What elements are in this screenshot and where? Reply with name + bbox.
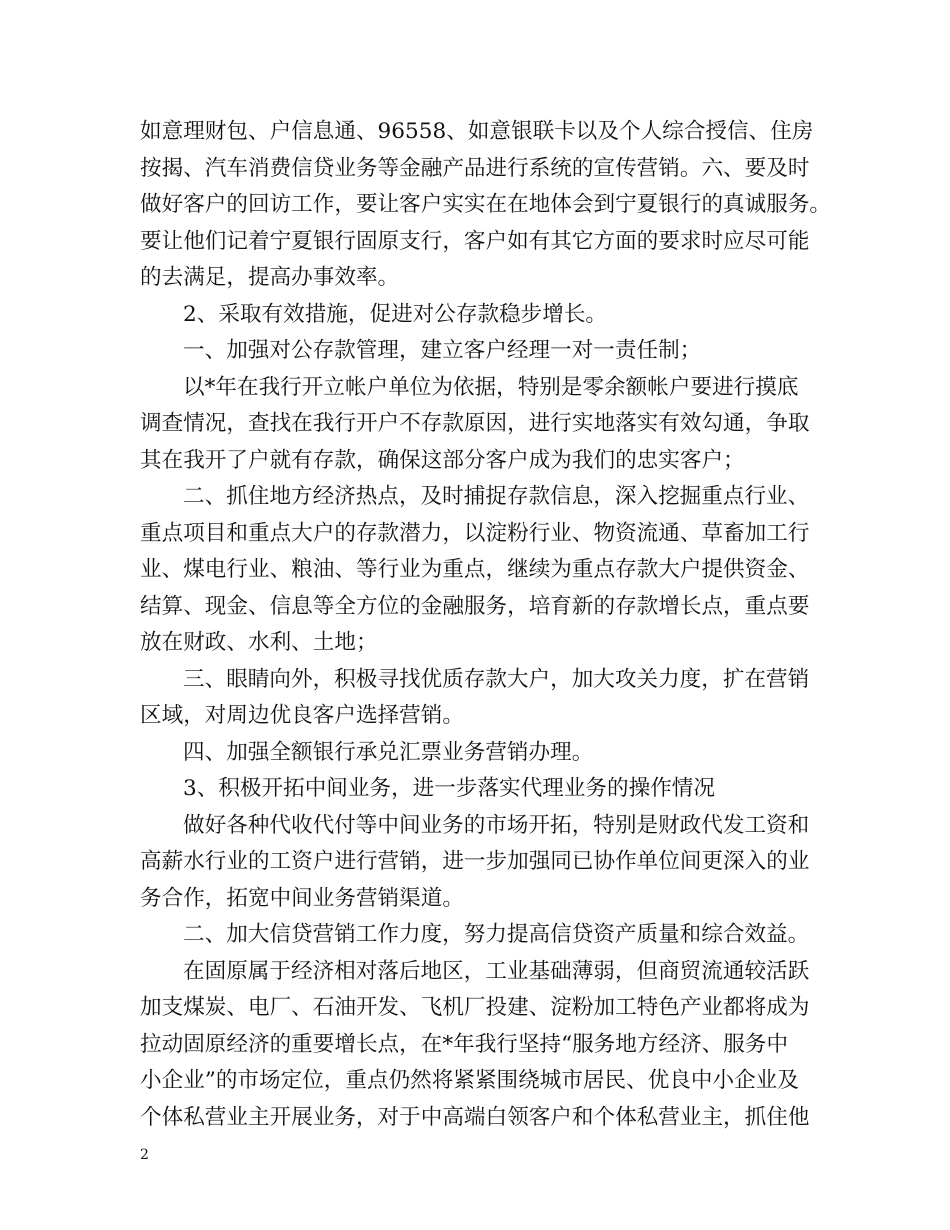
page-number: 2: [140, 1147, 149, 1163]
text-line: 二、抓住地方经济热点，及时捕捉存款信息，深入挖掘重点行业、: [183, 484, 810, 509]
text-line: 做好客户的回访工作，要让客户实实在在地体会到宁夏银行的真诚服务。: [140, 192, 832, 217]
text-line: 务合作，拓宽中间业务营销渠道。: [140, 885, 464, 911]
text-line: 业、煤电行业、粮油、等行业为重点，继续为重点存款大户提供资金、: [140, 557, 810, 582]
text-line: 按揭、汽车消费信贷业务等金融产品进行系统的宣传营销。六、要及时: [140, 155, 810, 181]
text-line: 调查情况，查找在我行开户不存款原因，进行实地落实有效勾通，争取: [140, 411, 810, 436]
text-line: 的去满足，提高办事效率。: [140, 265, 400, 290]
text-line: 其在我开了户就有存款，确保这部分客户成为我们的忠实客户；: [140, 447, 745, 473]
text-line: 结算、现金、信息等全方位的金融服务，培育新的存款增长点，重点要: [140, 593, 810, 619]
text-line: 高薪水行业的工资户进行营销，进一步加强同已协作单位间更深入的业: [140, 849, 810, 874]
text-line: 小企业”的市场定位，重点仍然将紧紧围绕城市居民、优良中小企业及: [140, 1068, 799, 1093]
text-line: 一、加强对公存款管理，建立客户经理一对一责任制；: [183, 338, 702, 363]
text-line: 以*年在我行开立帐户单位为依据，特别是零余额帐户要进行摸底: [183, 374, 799, 400]
text-line: 二、加大信贷营销工作力度，努力提高信贷资产质量和综合效益。: [183, 922, 810, 947]
text-line: 区域，对周边优良客户选择营销。: [140, 703, 464, 728]
text-line: 做好各种代收代付等中间业务的市场开拓，特别是财政代发工资和: [183, 812, 810, 838]
text-line: 2、采取有效措施，促进对公存款稳步增长。: [183, 301, 608, 327]
text-line: 三、眼睛向外，积极寻找优质存款大户，加大攻关力度，扩在营销: [183, 666, 810, 692]
text-line: 拉动固原经济的重要增长点，在*年我行坚持“服务地方经济、服务中: [140, 1031, 789, 1057]
text-line: 在固原属于经济相对落后地区，工业基础薄弱，但商贸流通较活跃: [183, 958, 810, 984]
body-text: [140, 114, 830, 1136]
text-line: 要让他们记着宁夏银行固原支行，客户如有其它方面的要求时应尽可能: [140, 228, 810, 254]
text-line: 四、加强全额银行承兑汇票业务营销办理。: [183, 739, 594, 765]
text-line: 加支煤炭、电厂、石油开发、飞机厂投建、淀粉加工特色产业都将成为: [140, 995, 810, 1020]
text-line: 重点项目和重点大户的存款潜力，以淀粉行业、物资流通、草畜加工行: [140, 520, 810, 546]
text-line: 3、积极开拓中间业务，进一步落实代理业务的操作情况: [183, 776, 715, 801]
text-line: 放在财政、水利、土地；: [140, 630, 378, 655]
text-line: 如意理财包、户信息通、96558、如意银联卡以及个人综合授信、住房: [140, 119, 814, 144]
text-line: 个体私营业主开展业务，对于中高端白领客户和个体私营业主，抓住他: [140, 1104, 810, 1130]
